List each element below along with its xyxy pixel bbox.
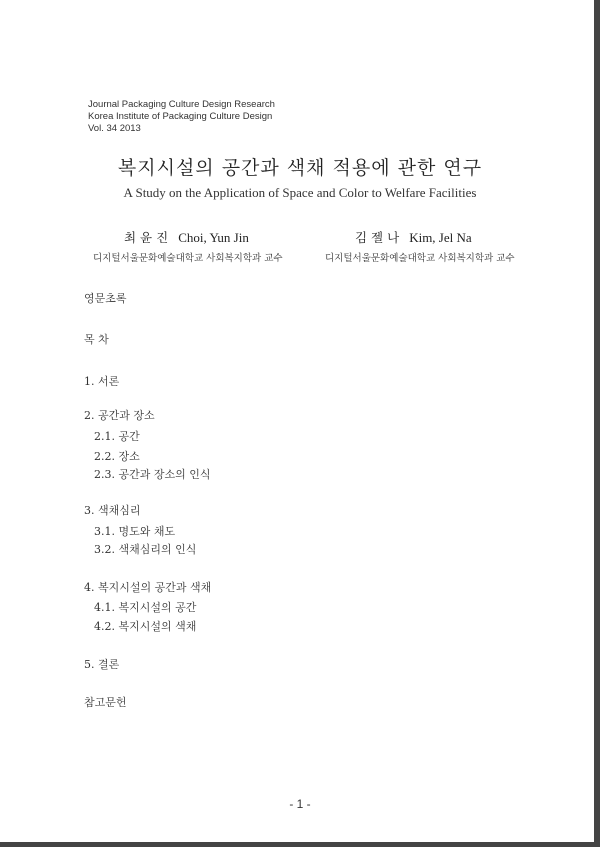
author-1-name-en: Choi, Yun Jin xyxy=(178,230,249,245)
toc-subsection-4-1: 4.1. 복지시설의 공간 xyxy=(94,601,197,614)
author-1-name-ko: 최 윤 진 xyxy=(124,230,169,245)
journal-name: Journal Packaging Culture Design Research xyxy=(88,99,275,110)
toc-section-1: 1. 서론 xyxy=(84,375,120,388)
page-border-bottom xyxy=(0,842,600,847)
author-1-affiliation: 디지털서울문화예술대학교 사회복지학과 교수 xyxy=(93,253,283,264)
author-2-affiliation: 디지털서울문화예술대학교 사회복지학과 교수 xyxy=(325,253,515,264)
author-1 xyxy=(124,228,249,246)
volume-year: Vol. 34 2013 xyxy=(88,123,141,134)
toc-section-4: 4. 복지시설의 공간과 색채 xyxy=(84,581,212,594)
toc-section-2: 2. 공간과 장소 xyxy=(84,409,155,422)
title-english: A Study on the Application of Space and Color to Welfare Facilities xyxy=(123,185,477,200)
toc-subsection-3-1: 3.1. 명도와 채도 xyxy=(94,525,176,538)
page-number: - 1 - xyxy=(289,797,311,811)
toc-subsection-3-2: 3.2. 색채심리의 인식 xyxy=(94,543,197,556)
author-2-name-en: Kim, Jel Na xyxy=(409,230,472,245)
toc-references: 참고문헌 xyxy=(84,696,127,709)
toc-subsection-2-3: 2.3. 공간과 장소의 인식 xyxy=(94,468,211,481)
toc-subsection-4-2: 4.2. 복지시설의 색채 xyxy=(94,620,197,633)
page-border-right xyxy=(594,0,600,847)
author-2-name-ko: 김 젤 나 xyxy=(355,230,400,245)
toc-subsection-2-1: 2.1. 공간 xyxy=(94,430,140,443)
journal-header xyxy=(88,99,275,135)
toc-subsection-2-2: 2.2. 장소 xyxy=(94,450,140,463)
toc-abstract: 영문초록 xyxy=(84,292,127,305)
toc-section-5: 5. 결론 xyxy=(84,658,120,671)
publisher-name: Korea Institute of Packaging Culture Design xyxy=(88,111,273,122)
author-2 xyxy=(355,228,472,246)
toc-heading: 목 차 xyxy=(84,333,109,346)
toc-section-3: 3. 색채심리 xyxy=(84,504,141,517)
title-korean: 복지시설의 공간과 색채 적용에 관한 연구 xyxy=(117,157,483,179)
